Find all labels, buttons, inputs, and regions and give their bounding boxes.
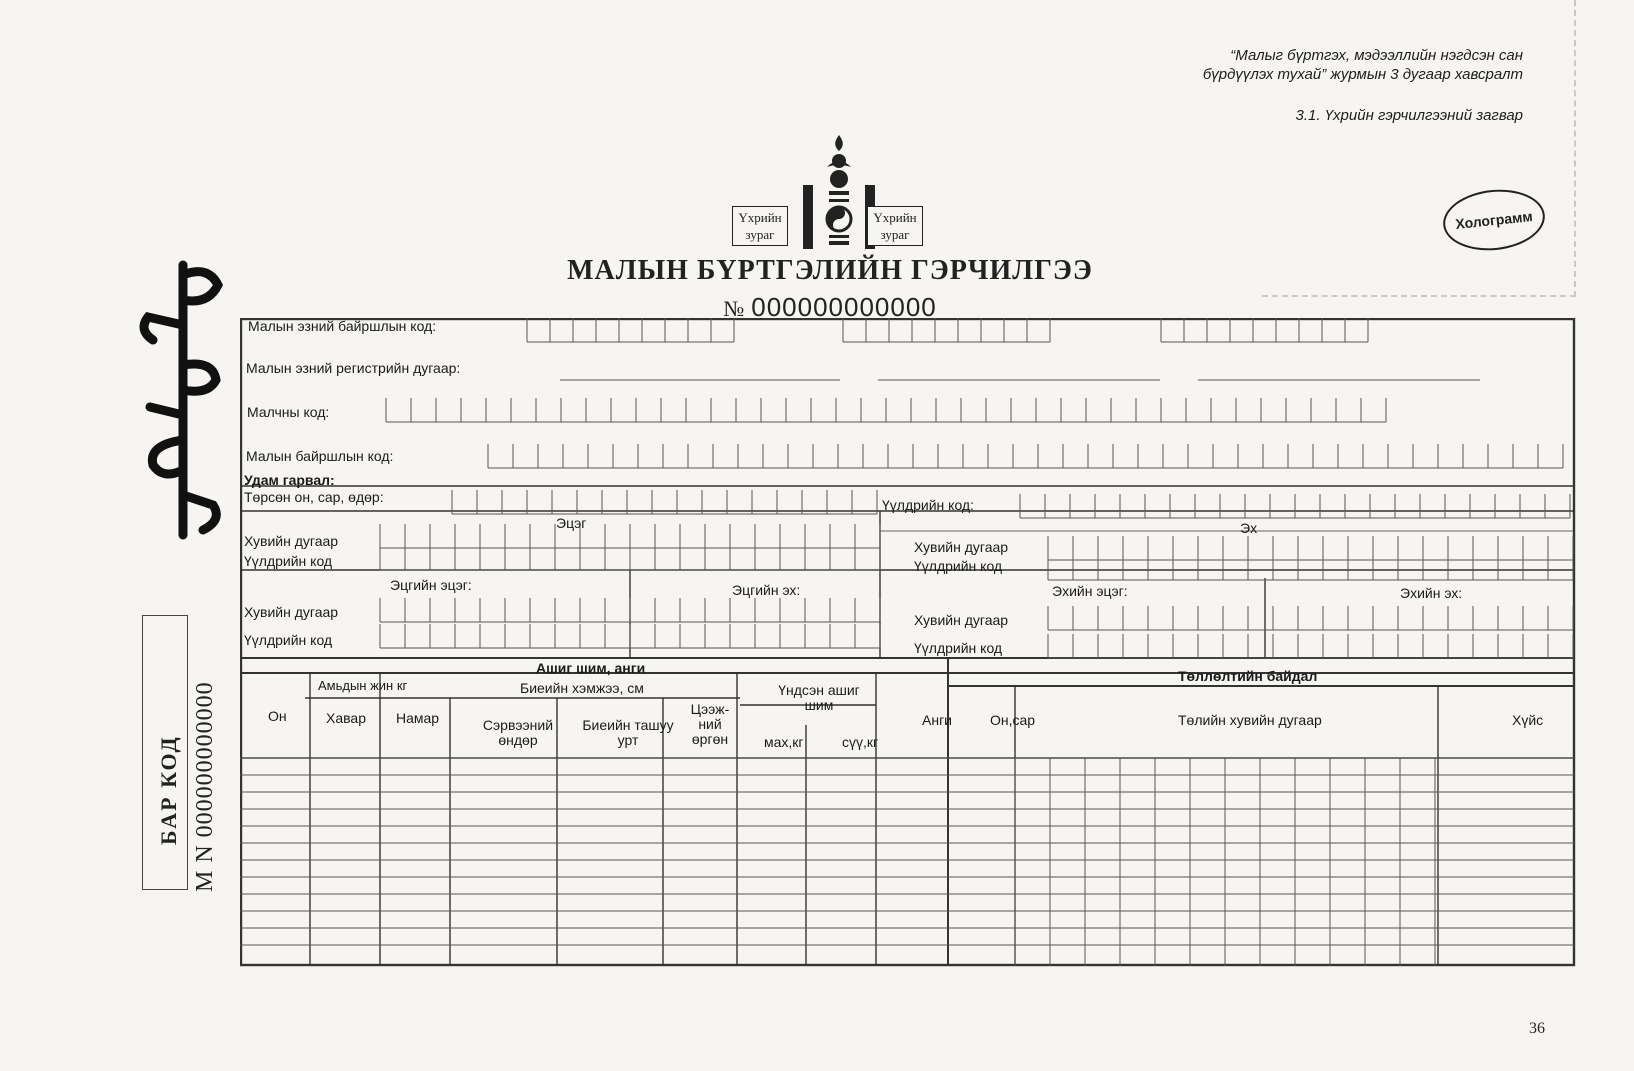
stamp-area: [1262, 0, 1576, 297]
col-withers-height: Сэрвээний өндөр: [482, 717, 554, 748]
template-subtitle: 3.1. Үхрийн гэрчилгээний загвар: [1295, 107, 1523, 124]
label-sire-sire: Эцгийн эцэг:: [390, 577, 472, 593]
col-meat: мах,кг: [764, 734, 804, 750]
barcode-label: БАР КОД: [156, 735, 181, 845]
col-body-length: Биеийн ташуу урт: [582, 717, 674, 748]
annex-note-line2: бүрдүүлэх тухай” журмын 3 дугаар хавсралт: [1202, 66, 1523, 83]
label-pedigree: Удам гарвал:: [244, 472, 335, 488]
barcode-value: M N 000000000000: [192, 681, 218, 892]
label-owner-registry: Малын эзний регистрийн дугаар:: [246, 360, 461, 376]
label-sire-individual-no: Хувийн дугаар: [244, 533, 339, 549]
col-milk: сүү,кг: [842, 734, 879, 750]
col-calf-number: Төлийн хувийн дугаар: [1178, 712, 1322, 728]
col-year-month: Он,сар: [990, 712, 1036, 728]
certificate-number-value: 000000000000: [751, 292, 937, 322]
document-title: МАЛЫН БҮРТГЭЛИЙН ГЭРЧИЛГЭЭ: [567, 255, 1093, 286]
cow-picture-right: Үхрийн зураг: [867, 206, 923, 246]
label-dam-individual-no: Хувийн дугаар: [914, 539, 1009, 555]
label-dam-sire-breed: Үүлдрийн код: [914, 640, 1003, 656]
label-dam-breed-code: Үүлдрийн код: [914, 558, 1003, 574]
label-sire: Эцэг: [556, 515, 587, 531]
form-grid: [240, 318, 1576, 968]
col-chest-width: Цээж-ний өргөн: [690, 701, 730, 747]
col-sex: Хүйс: [1512, 712, 1544, 728]
cow-picture-left: Үхрийн зураг: [732, 206, 788, 246]
col-body-measure: Биеийн хэмжээ, см: [520, 680, 644, 696]
breeding-title: Төллөлтийн байдал: [1178, 668, 1318, 684]
annex-note-line1: “Малыг бүртгэх, мэдээллийн нэгдсэн сан: [1230, 47, 1523, 64]
label-dam-sire: Эхийн эцэг:: [1052, 583, 1128, 599]
mongolian-script-title: [128, 255, 238, 545]
productivity-title: Ашиг шим, анги: [536, 660, 646, 676]
label-birth-date: Төрсөн он, сар, өдөр:: [244, 489, 384, 505]
label-sire-sire-no: Хувийн дугаар: [244, 604, 339, 620]
label-breed-code: Үүлдрийн код:: [882, 497, 974, 513]
col-autumn: Намар: [396, 710, 440, 726]
col-class: Анги: [922, 712, 952, 728]
col-year: Он: [268, 708, 287, 724]
hologram-seal: Хологрaмм: [1440, 185, 1548, 255]
label-sire-dam: Эцгийн эх:: [732, 582, 801, 598]
number-sign: №: [723, 296, 746, 321]
col-live-weight: Амьдын жин кг: [318, 678, 408, 693]
label-sire-sire-breed: Үүлдрийн код: [244, 632, 333, 648]
label-dam: Эх: [1240, 520, 1258, 536]
label-dam-dam: Эхийн эх:: [1400, 585, 1463, 601]
label-sire-breed-code: Үүлдрийн код: [244, 553, 333, 569]
label-dam-sire-no: Хувийн дугаар: [914, 612, 1009, 628]
label-owner-location-code: Малын эзний байршлын код:: [248, 318, 437, 334]
page-number: 36: [1529, 1020, 1545, 1037]
col-spring: Хавар: [326, 710, 366, 726]
label-animal-location-code: Малын байршлын код:: [246, 448, 394, 464]
label-herder-code: Малчны код:: [247, 404, 330, 420]
col-main-product: Үндсэн ашиг шим: [778, 682, 860, 713]
